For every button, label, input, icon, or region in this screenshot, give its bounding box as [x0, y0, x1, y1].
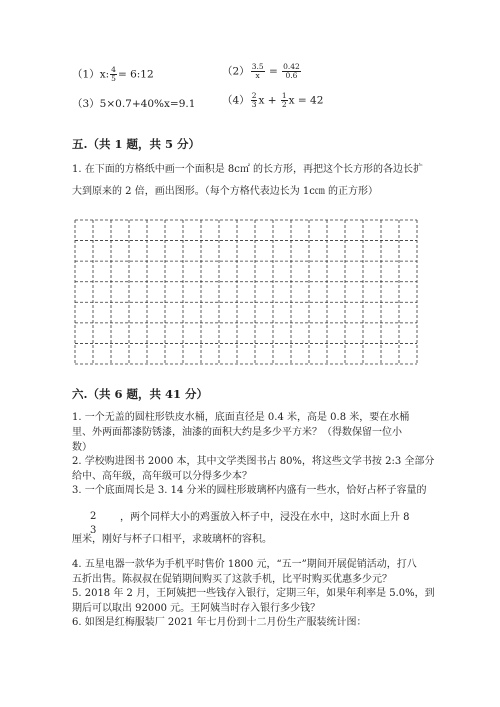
fraction-denominator: 0.6	[285, 71, 298, 80]
equation-4-mid: x +	[258, 94, 277, 107]
equation-2	[222, 63, 302, 80]
fraction-numerator: 2	[90, 511, 97, 522]
fraction-numerator: 4	[111, 65, 116, 74]
fraction-denominator: 3	[251, 100, 257, 109]
equation-4-label: （4）	[222, 94, 250, 107]
fraction-2-3	[251, 92, 258, 109]
section-6-question-3-line-3: 厘米，刚好与杯子口相平，求玻璃杯的容积。	[72, 534, 272, 545]
section-6-question-2-line-2: 给中、高年级，高年级可以分得多少本？	[72, 471, 252, 482]
section-6-heading: 六.（共 6 题，共 41 分）	[72, 387, 209, 401]
square-grid-paper[interactable]	[74, 219, 418, 365]
section-6-question-1-line-1: 1. 一个无盖的圆柱形铁皮水桶，底面直径是 0.4 米，高是 0.8 米，要在水桶	[72, 412, 410, 423]
equation-3: （3）5×0.7+40%x=9.1	[72, 98, 196, 110]
fraction-numerator: 0.42	[283, 62, 300, 71]
fraction-denominator: 5	[111, 74, 116, 83]
equation-1	[72, 66, 154, 83]
fraction-denominator: 3	[90, 525, 97, 536]
fraction-4-5	[110, 66, 117, 83]
fraction-numerator: 3.5	[251, 62, 264, 71]
section-6-question-1-line-3: 数）	[72, 442, 92, 453]
equation-1-lhs: x:	[99, 68, 110, 81]
section-6-question-3-line-1: 3. 一个底面周长是 3. 14 分米的圆柱形玻璃杯内盛有一些水，恰好占杯子容量的	[72, 485, 427, 496]
section-5-heading: 五.（共 1 题，共 5 分）	[72, 137, 201, 151]
section-5-question-1-line-1: 1. 在下面的方格纸中画一个面积是 8c㎡ 的长方形，再把这个长方形的各边长扩	[72, 164, 424, 175]
equation-1-label: （1）	[72, 68, 100, 81]
section-6-question-3-line-2: ，两个同样大小的鸡蛋放入杯子中，浸没在水中，这时水面上升 8	[120, 512, 410, 523]
equation-4-end: x = 42	[288, 94, 324, 107]
section-6-question-4-line-2: 五折出售。陈叔叔在促销期间购买了这款手机，比平时购买优惠多少元？	[72, 574, 392, 585]
fraction-1-2	[281, 92, 288, 109]
fraction-numerator: 1	[281, 91, 287, 100]
fraction-denominator: 2	[281, 100, 287, 109]
section-6-question-6-line-1: 6. 如图是红梅服装厂 2021 年七月份到十二月份生产服装统计图：	[72, 617, 367, 628]
fraction-numerator: 2	[251, 91, 257, 100]
fraction-denominator: x	[255, 71, 260, 80]
section-6-question-5-line-1: 5. 2018 年 2 月，王阿姨把一些钱存入银行，定期三年，如果年利率是 5.0%，到	[72, 588, 435, 599]
section-6-question-5-line-2: 期后可以取出 92000 元。王阿姨当时存入银行多少钱？	[72, 603, 321, 614]
fraction-3.5-x	[251, 63, 265, 80]
section-5-question-1-line-2: 大到原来的 2 倍，画出图形。（每个方格代表边长为 1c㎝ 的正方形）	[72, 186, 379, 197]
section-6-question-4-line-1: 4. 五星电器一款华为手机平时售价 1800 元，“五一”期间开展促销活动，打八	[72, 559, 417, 570]
section-6-question-2-line-1: 2. 学校购进图书 2000 本，其中文学类图书占 80%，将这些文学书按 2:3 全部分	[72, 456, 435, 467]
equals-sign: =	[268, 65, 278, 78]
equation-4	[222, 92, 323, 109]
equation-1-rhs: = 6:12	[117, 68, 154, 81]
fraction-0.42-0.6	[282, 63, 301, 80]
equation-2-label: （2）	[222, 65, 250, 78]
section-6-question-1-line-2: 里、外两面都漆防锈漆，油漆的面积大约是多少平方米？（得数保留一位小	[72, 427, 402, 438]
